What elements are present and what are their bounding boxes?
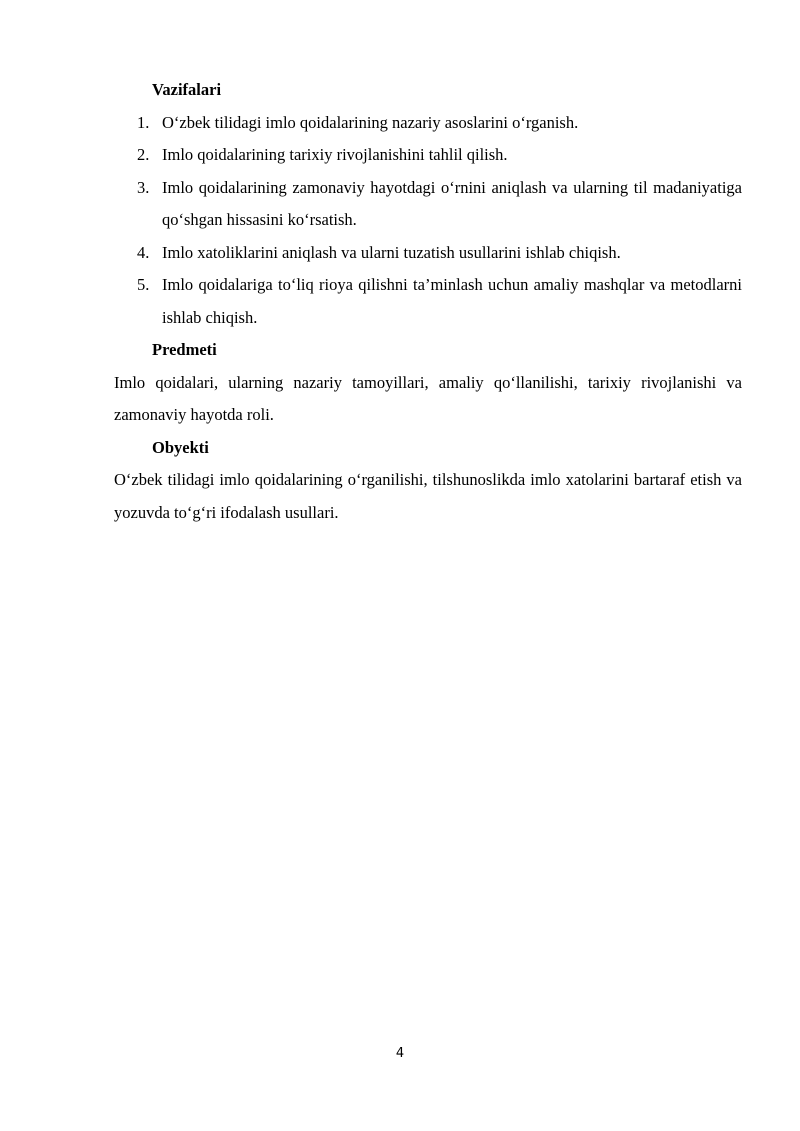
list-item	[114, 269, 742, 334]
subject-heading: Predmeti	[152, 340, 217, 359]
tasks-heading: Vazifalari	[152, 80, 222, 99]
object-heading: Obyekti	[152, 437, 209, 457]
list-item-number: 4.	[137, 242, 150, 262]
list-item-text: Imlo qoidalariga to‘liq rioya qilishni ta’minlash uchun amaliy mashqlar va metodlarni ishlab chiqish.	[162, 275, 742, 327]
list-item-number: 5.	[137, 275, 150, 294]
list-item	[114, 172, 742, 237]
object-paragraph: O‘zbek tilidagi imlo qoidalarining o‘rganilishi, tilshunoslikda imlo xatolarini bartaraf etish va yozuvda to‘g‘ri ifodalash usullari.	[114, 470, 742, 522]
page-number: 4	[395, 1046, 405, 1061]
list-item	[114, 107, 742, 140]
subject-paragraph: Imlo qoidalari, ularning nazariy tamoyillari, amaliy qo‘llanilishi, tarixiy rivojlanishi va zamonaviy hayotda roli.	[114, 372, 742, 424]
list-item	[114, 139, 742, 172]
list-item	[114, 237, 742, 270]
list-item-text: Imlo qoidalarining zamonaviy hayotdagi o‘rnini aniqlash va ularning til madaniyatiga qo‘shgan hissasini ko‘rsatish.	[162, 177, 742, 229]
list-item-text: Imlo xatoliklarini aniqlash va ularni tuzatish usullarini ishlab chiqish.	[162, 242, 621, 262]
list-item-text: O‘zbek tilidagi imlo qoidalarining nazariy asoslarini o‘rganish.	[162, 112, 579, 132]
list-item-number: 1.	[137, 112, 150, 132]
list-item-number: 3.	[137, 177, 150, 197]
page-content	[114, 74, 742, 529]
tasks-list	[114, 107, 742, 335]
list-item-text: Imlo qoidalarining tarixiy rivojlanishini tahlil qilish.	[162, 145, 508, 164]
list-item-number: 2.	[137, 145, 150, 164]
